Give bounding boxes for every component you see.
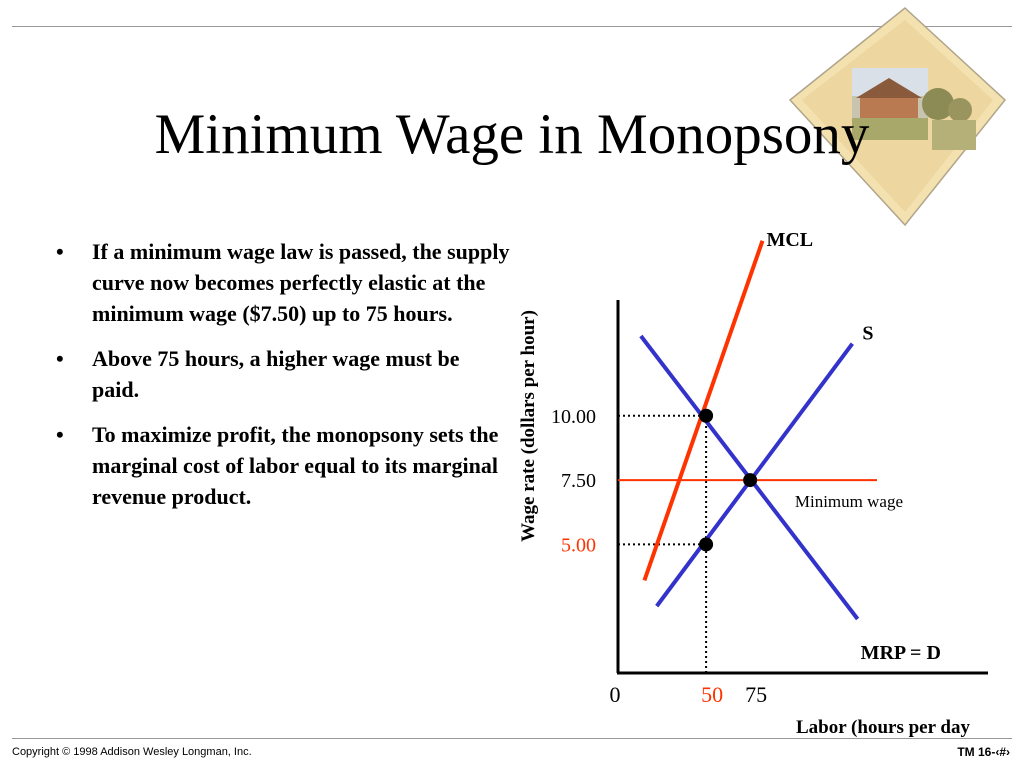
bullet-text: If a minimum wage law is passed, the supply curve now becomes perfectly elastic at the minimum wage ($7.50) up to 75 hours.	[92, 239, 510, 326]
slide-title: Minimum Wage in Monopsony	[154, 103, 870, 166]
key-point	[743, 473, 757, 487]
slide-number: TM 16-‹#›	[957, 745, 1010, 759]
x-axis-label: Labor (hours per day	[795, 717, 970, 738]
key-point	[699, 537, 713, 551]
x-tick-label: 50	[701, 682, 724, 707]
y-axis-label: Wage rate (dollars per hour)	[518, 310, 539, 542]
mcl-label: MCL	[766, 228, 814, 251]
bottom-rule	[12, 738, 1012, 739]
bullet-text: Above 75 hours, a higher wage must be paid.	[92, 346, 460, 402]
y-tick-label: 7.50	[561, 470, 596, 493]
x-tick-label: 0	[609, 682, 621, 707]
bullet-marker: •	[56, 239, 64, 264]
copyright-text: Copyright © 1998 Addison Wesley Longman, Inc.	[12, 746, 252, 758]
bullet-text: To maximize profit, the monopsony sets the marginal cost of labor equal to its marginal revenue product.	[92, 422, 499, 509]
bullet-marker: •	[56, 346, 64, 371]
bullet-marker: •	[56, 422, 64, 447]
y-tick-label: 5.00	[561, 534, 596, 557]
key-point	[699, 409, 713, 423]
minimum-wage-label: Minimum wage	[794, 492, 903, 512]
x-tick-label: 75	[745, 682, 768, 707]
y-tick-label: 10.00	[551, 405, 596, 428]
supply-label: S	[862, 322, 874, 345]
demand-label: MRP = D	[860, 641, 941, 664]
